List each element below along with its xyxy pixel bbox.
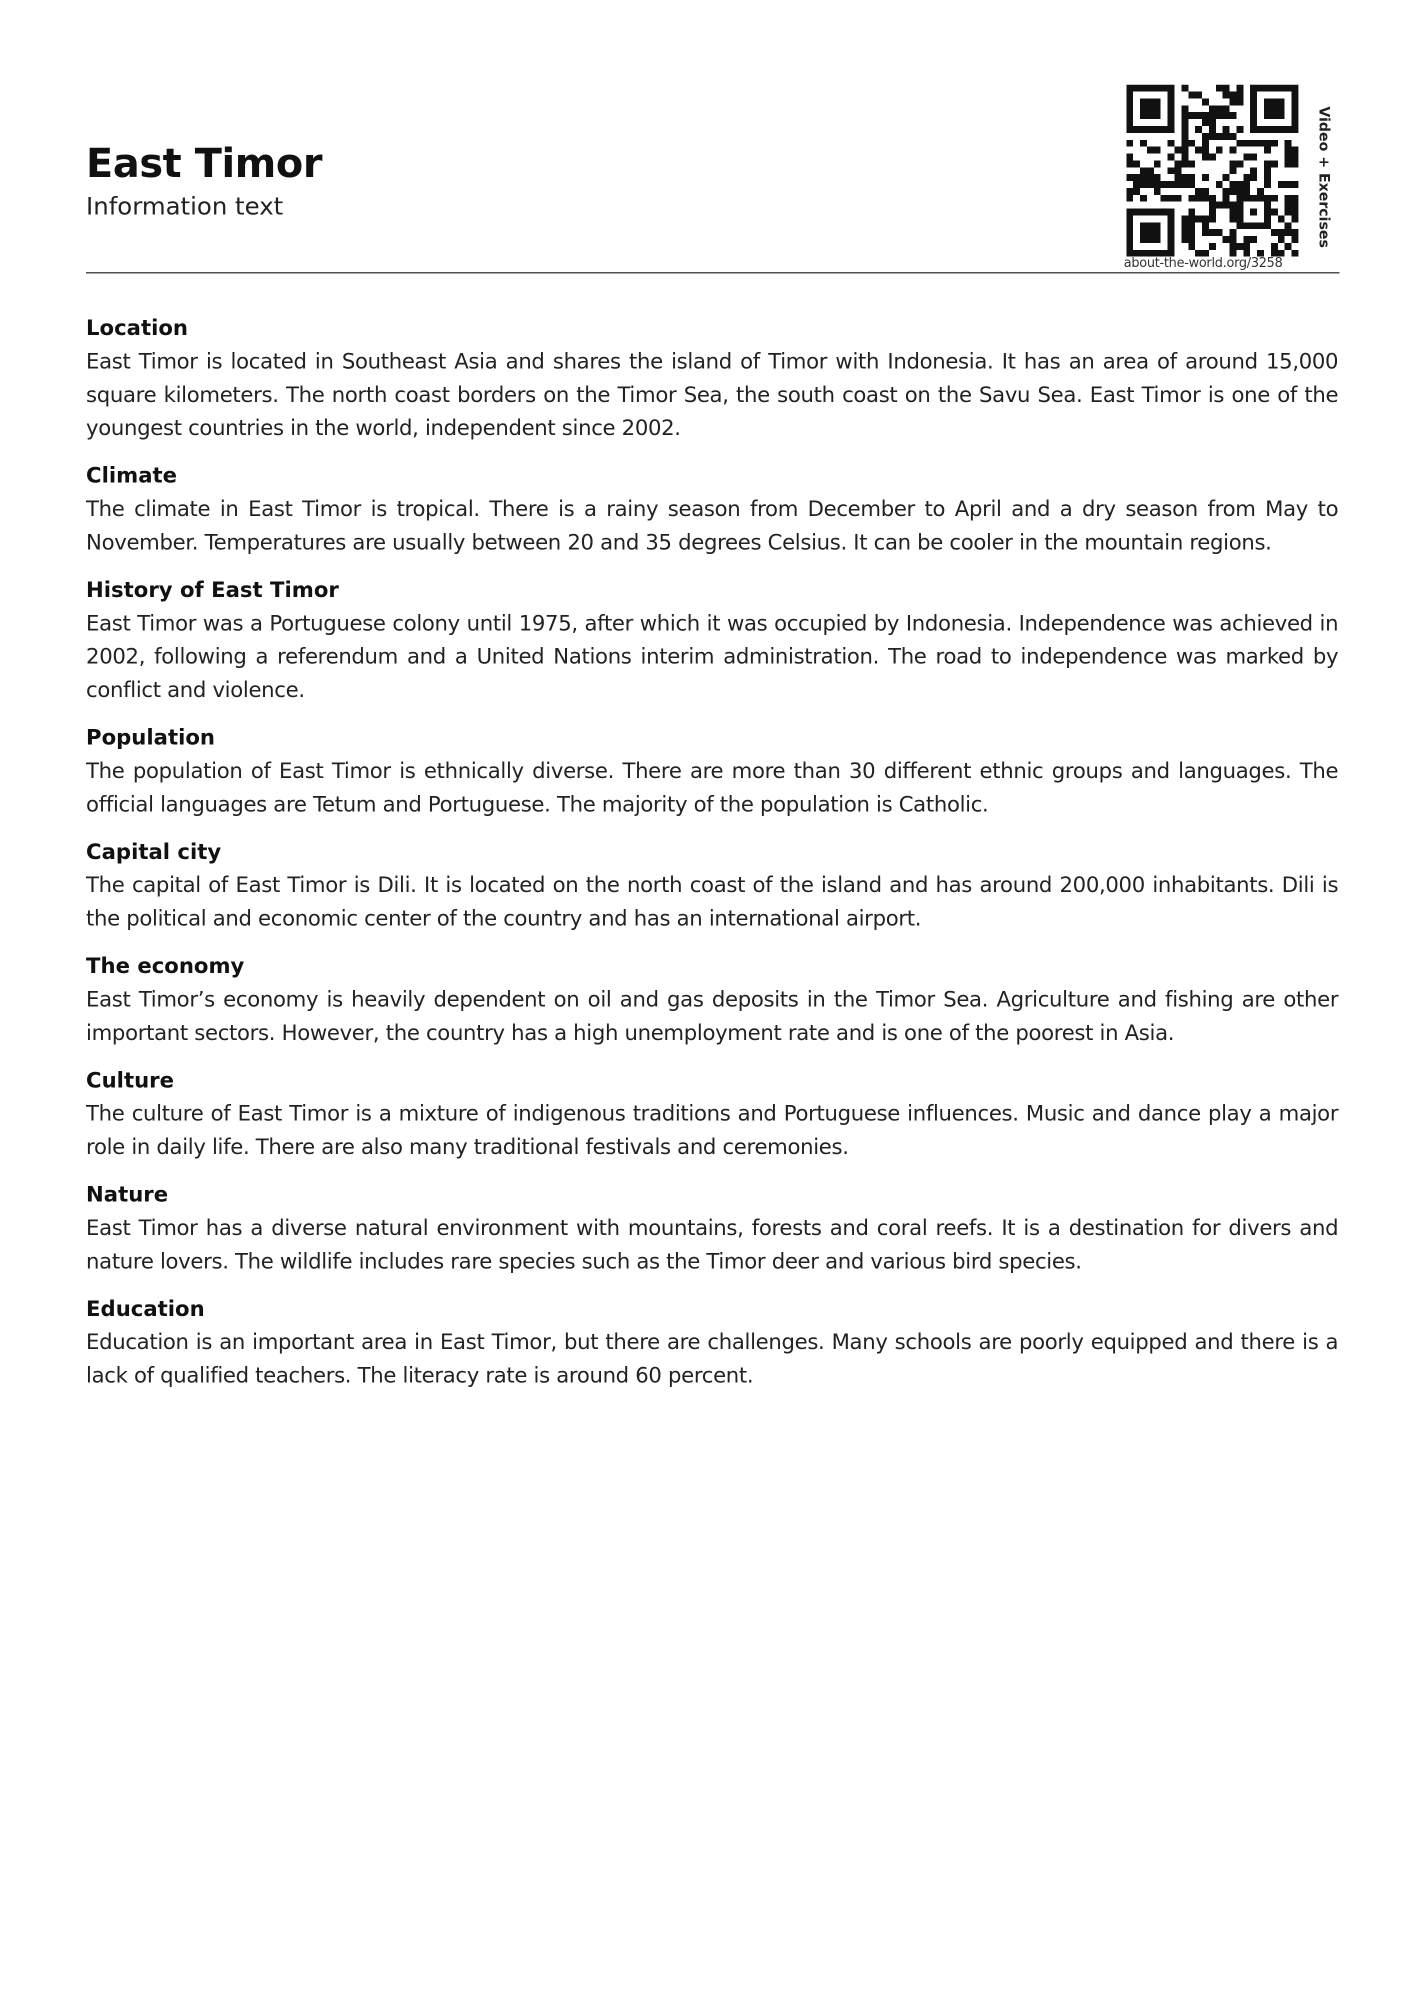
section-heading: History of East Timor	[86, 577, 339, 603]
section-heading: Culture	[86, 1068, 175, 1093]
section-text: The climate in East Timor is tropical. There is a rainy season from December to April and a dry season from May to November. Temperatures are usually between 20 and 35 degrees Celsius. It can be cooler in the mountain regions.	[86, 496, 1339, 555]
section-text: The capital of East Timor is Dili. It is located on the north coast of the island and has around 200,000 inhabitants. Dili is the political and economic center of the country and has an international airport.	[86, 872, 1339, 931]
header-divider	[86, 272, 1339, 273]
section-text: The culture of East Timor is a mixture of indigenous traditions and Portuguese influences. Music and dance play a major role in daily life. There are also many traditional festivals and ceremonies.	[86, 1101, 1339, 1160]
section-location	[86, 312, 1338, 446]
section-heading: Education	[86, 1296, 205, 1321]
section-text: East Timor’s economy is heavily dependent on oil and gas deposits in the Timor Sea. Agriculture and fishing are other important sectors. However, the country has a high unemployment rate and is one of the poorest in Asia.	[86, 987, 1339, 1045]
section-history	[86, 574, 1338, 708]
section-heading: Climate	[86, 463, 178, 488]
section-text: East Timor is located in Southeast Asia and shares the island of Timor with Indonesia. It has an area of around 15,000 square kilometers. The north coast borders on the Timor Sea, the south coast on the Savu Sea. East Timor is one of the youngest countries in the world, independent since 2002.	[86, 349, 1339, 441]
section-text: The population of East Timor is ethnically diverse. There are more than 30 different ethnic groups and languages. The official languages are Tetum and Portuguese. The majority of the population is Catholic.	[86, 758, 1339, 817]
page-subtitle: Information text	[86, 192, 284, 221]
section-population	[86, 721, 1338, 821]
qr-link-caption[interactable]: about-the-world.org/3258	[1123, 256, 1283, 271]
section-heading: Nature	[86, 1182, 169, 1207]
qr-code[interactable]	[1126, 85, 1298, 257]
section-heading: Capital city	[86, 839, 222, 864]
content-body	[86, 312, 1338, 1407]
section-economy	[86, 950, 1338, 1050]
page-title: East Timor	[86, 141, 323, 188]
section-heading: The economy	[86, 953, 245, 979]
section-text: East Timor was a Portuguese colony until 1975, after which it was occupied by Indonesia. Independence was achieved in 2002, following a referendum and a United Nations interim administration. The road to independence was marked by conflict and violence.	[86, 611, 1339, 703]
section-education	[86, 1293, 1338, 1393]
video-exercises-text: Video + Exercises	[1315, 106, 1333, 248]
section-text: East Timor has a diverse natural environment with mountains, forests and coral reefs. It is a destination for divers and nature lovers. The wildlife includes rare species such as the Timor deer and various bird species.	[86, 1215, 1339, 1274]
video-exercises-label	[1313, 100, 1336, 254]
section-nature	[86, 1178, 1338, 1278]
section-capital-city	[86, 836, 1338, 936]
section-climate	[86, 460, 1338, 560]
section-heading: Population	[86, 725, 215, 750]
section-heading: Location	[86, 315, 189, 341]
section-text: Education is an important area in East Timor, but there are challenges. Many schools are poorly equipped and there is a lack of qualified teachers. The literacy rate is around 60 percent.	[86, 1329, 1339, 1388]
section-culture	[86, 1064, 1338, 1164]
